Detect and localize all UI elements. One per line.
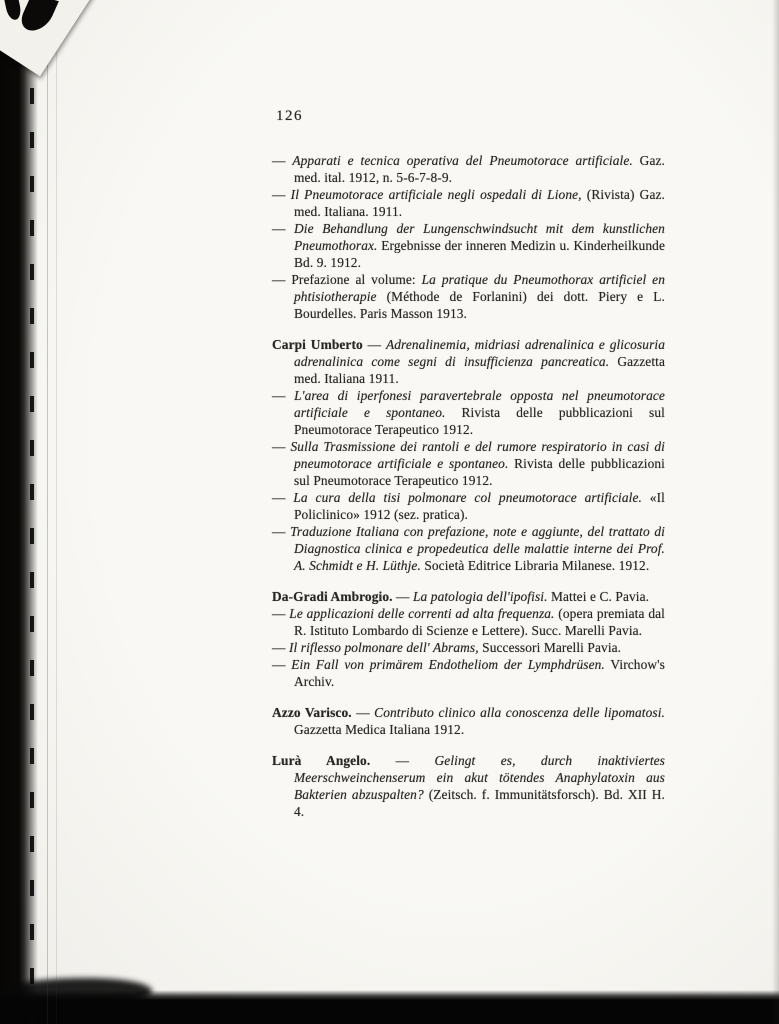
author-name: Da-Gradi Ambrogio. <box>272 589 393 604</box>
entry-text: — <box>362 337 386 352</box>
bibliography-group <box>272 752 665 820</box>
work-title: Traduzione Italiana con prefazione, note e aggiunte, del trattato di Diagnostica clinica e propedeutica delle malattie interne dei Prof. A. Schmidt e H. Lüthje. <box>290 524 665 573</box>
entry-text: Ergebnisse der inneren Medizin u. Kinderheilkunde Bd. 9. 1912. <box>294 238 665 270</box>
bibliography-entry <box>272 523 665 574</box>
page-edge-line <box>47 0 48 1024</box>
bibliography-entry <box>272 271 665 322</box>
author-name: Lurà Angelo. <box>272 753 371 768</box>
bibliography-entry <box>272 656 665 690</box>
bibliography-entry <box>272 605 665 639</box>
work-title: La cura della tisi polmonare col pneumotorace artificiale. <box>293 490 642 505</box>
scan-edge-bottom <box>0 990 779 1024</box>
work-title: Il Pneumotorace artificiale negli ospedali di Lione, <box>290 187 582 202</box>
entry-text: — <box>370 753 435 768</box>
entry-text: — <box>272 439 291 454</box>
entry-text: — <box>272 606 290 621</box>
entry-text: Gaz. med. ital. 1912, n. 5-6-7-8-9. <box>294 153 665 185</box>
page-content <box>272 108 665 820</box>
entry-text: — <box>272 490 294 505</box>
binding-stitches <box>30 0 34 1024</box>
scan-gutter-left <box>0 0 40 1024</box>
work-title: Adrenalinemia, midriasi adrenalinica e glicosuria adrenalinica come segni di insufficienza pancreatica. <box>294 337 665 369</box>
bibliography-group <box>272 336 665 574</box>
author-name: Azzo Varisco. <box>272 705 352 720</box>
bibliography-group <box>272 588 665 690</box>
entry-text: — <box>272 524 291 539</box>
entry-text: — <box>272 221 295 236</box>
bibliography-entry <box>272 489 665 523</box>
page-number: 126 <box>276 108 303 124</box>
entry-text: — <box>272 640 289 655</box>
entry-text: — <box>351 705 375 720</box>
bibliography-group <box>272 704 665 738</box>
bibliography-entry <box>272 152 665 186</box>
entry-text: Rivista delle pubblicazioni sul Pneumotorace Terapeutico 1912. <box>294 456 665 488</box>
author-name: Carpi Umberto <box>272 337 363 352</box>
work-title: Gelingt es, durch inaktiviertes Meerschweinchenserum ein akut tötendes Anaphylatoxin aus Bakterien abzuspalten? <box>294 753 665 802</box>
bibliography <box>272 152 665 820</box>
entry-text: Rivista delle pubblicazioni sul Pneumotorace Terapeutico 1912. <box>294 405 665 437</box>
entry-text: Gazzetta med. Italiana 1911. <box>294 354 666 386</box>
work-title: Die Behandlung der Lungenschwindsucht mit dem kunstlichen Pneumothorax. <box>294 221 665 253</box>
work-title: Ein Fall von primärem Endotheliom der Lymphdrüsen. <box>291 657 605 672</box>
entry-text: — Prefazione al volume: <box>272 272 422 287</box>
entry-text: Gazzetta Medica Italiana 1912. <box>294 722 465 737</box>
work-title: Sulla Trasmissione dei rantoli e del rumore respiratorio in casi di pneumotorace artificiale e spontaneo. <box>290 439 665 471</box>
entry-text: — <box>272 657 292 672</box>
entry-text: — <box>272 388 295 403</box>
entry-text: — <box>272 187 291 202</box>
work-title: La patologia dell'ipofisi. <box>412 589 548 604</box>
work-title: Apparati e tecnica operativa del Pneumotorace artificiale. <box>292 153 633 168</box>
entry-text: «Il Policlinico» 1912 (sez. pratica). <box>294 490 665 522</box>
bibliography-entry <box>272 588 665 605</box>
bibliography-entry <box>272 387 665 438</box>
bibliography-entry <box>272 639 665 656</box>
entry-text: (Méthode de Forlanini) dei dott. Piery e L. Bourdelles. Paris Masson 1913. <box>294 289 665 321</box>
entry-text: (Zeitsch. f. Immunitätsforsch). Bd. XII H. 4. <box>294 787 666 819</box>
work-title: Contributo clinico alla conoscenza delle lipomatosi. <box>374 705 665 720</box>
entry-text: (opera premiata dal R. Istituto Lombardo di Scienze e Lettere). Succ. Marelli Pavia. <box>294 606 665 638</box>
bibliography-entry <box>272 704 665 738</box>
bibliography-group <box>272 152 665 322</box>
work-title: L'area di iperfonesi paravertebrale opposta nel pneumotorace artificiale e spontaneo. <box>294 388 665 420</box>
bibliography-entry <box>272 186 665 220</box>
entry-text: — <box>392 589 413 604</box>
bibliography-entry <box>272 336 665 387</box>
entry-text: Mattei e C. Pavia. <box>547 589 650 604</box>
work-title: Le applicazioni delle correnti ad alta frequenza. <box>289 606 555 621</box>
entry-text: Successori Marelli Pavia. <box>478 640 622 655</box>
page-edge-line-faint <box>56 0 57 1024</box>
work-title: La pratique du Pneumothorax artificiel en phtisiotherapie <box>294 272 666 304</box>
entry-text: Virchow's Archiv. <box>294 657 665 689</box>
bibliography-entry <box>272 220 665 271</box>
entry-text: Società Editrice Libraria Milanese. 1912. <box>420 558 650 573</box>
bibliography-entry <box>272 752 665 820</box>
work-title: Il riflesso polmonare dell' Abrams, <box>288 640 479 655</box>
scan-edge-right <box>772 0 779 1024</box>
entry-text: (Rivista) Gaz. med. Italiana. 1911. <box>294 187 665 219</box>
entry-text: — <box>272 153 293 168</box>
bibliography-entry <box>272 438 665 489</box>
